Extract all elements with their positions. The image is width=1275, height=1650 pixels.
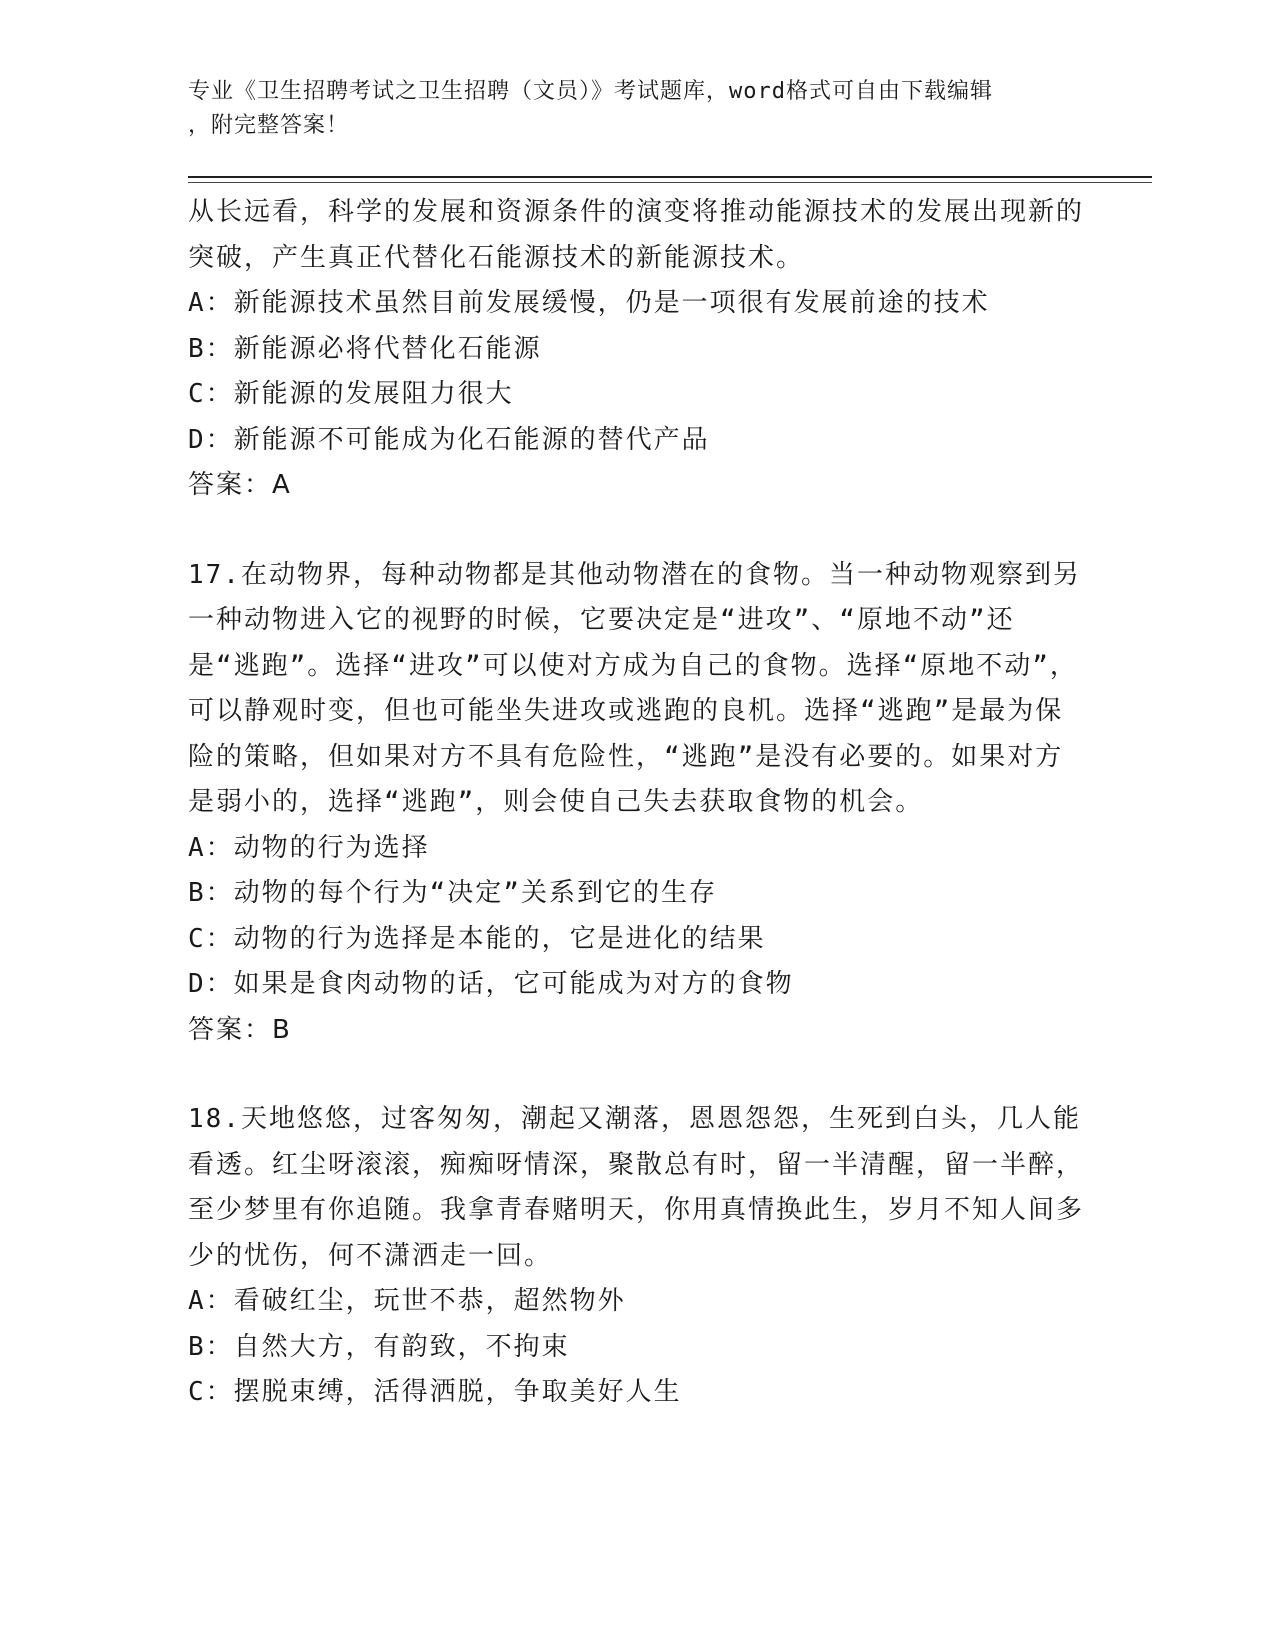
page-header	[188, 75, 1068, 143]
answer-line: 答案：B	[188, 1014, 292, 1045]
question-spacer	[188, 509, 1088, 553]
option-d: D：如果是食肉动物的话，它可能成为对方的食物	[188, 969, 794, 999]
answer-line: 答案：A	[188, 470, 292, 500]
question-spacer	[188, 1053, 1088, 1097]
header-divider-thin	[188, 182, 1152, 183]
option-b: B：新能源必将代替化石能源	[188, 333, 542, 364]
option-c: C：新能源的发展阻力很大	[188, 379, 514, 409]
header-divider-thick	[188, 176, 1152, 178]
option-a: A：新能源技术虽然目前发展缓慢，仍是一项很有发展前途的技术	[188, 288, 990, 318]
question-17	[188, 553, 1088, 1054]
question-stem: 从长远看，科学的发展和资源条件的演变将推动能源技术的发展出现新的突破，产生真正代替化石能源技术的新能源技术。	[188, 197, 1085, 273]
option-b: B：动物的每个行为“决定”关系到它的生存	[188, 878, 717, 908]
option-c: C：动物的行为选择是本能的，它是进化的结果	[188, 923, 766, 954]
option-d: D：新能源不可能成为化石能源的替代产品	[188, 424, 710, 455]
question-list	[188, 190, 1088, 1416]
question-stem: 18.天地悠悠，过客匆匆，潮起又潮落，恩恩怨怨，生死到白头，几人能看透。红尘呀滚滚，痴痴呀情深，聚散总有时，留一半清醒，留一半醉，至少梦里有你追随。我拿青春赌明天，你用真情换此生，岁月不知人间多少的忧伤，何不潇洒走一回。	[188, 1104, 1085, 1271]
question-18	[188, 1097, 1088, 1416]
question-stem: 17.在动物界，每种动物都是其他动物潜在的食物。当一种动物观察到另一种动物进入它的视野的时候，它要决定是“进攻”、“原地不动”还是“逃跑”。选择“进攻”可以使对方成为自己的食物。选择“原地不动”，可以静观时变，但也可能坐失进攻或逃跑的良机。选择“逃跑”是最为保险的策略，但如果对方不具有危险性，“逃跑”是没有必要的。如果对方是弱小的，选择“逃跑”，则会使自己失去获取食物的机会。	[188, 559, 1081, 817]
option-a: A：看破红尘，玩世不恭，超然物外	[188, 1286, 626, 1316]
option-a: A：动物的行为选择	[188, 832, 430, 863]
header-line-1: 专业《卫生招聘考试之卫生招聘（文员）》考试题库，word格式可自由下载编辑	[188, 79, 993, 104]
question-16	[188, 190, 1088, 509]
option-c: C：摆脱束缚，活得洒脱，争取美好人生	[188, 1377, 682, 1407]
option-b: B：自然大方，有韵致，不拘束	[188, 1331, 570, 1362]
header-line-2: ，附完整答案！	[188, 113, 350, 138]
